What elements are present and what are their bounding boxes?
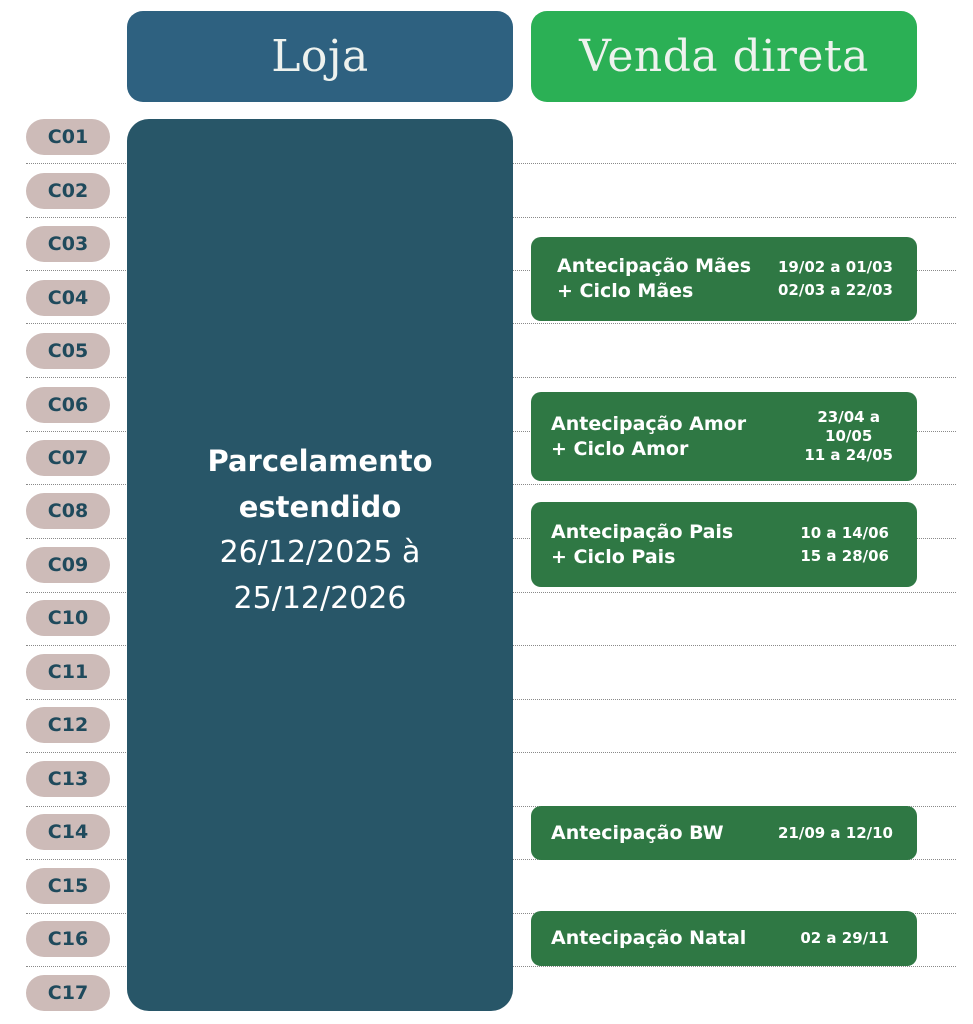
cycle-label-c02: C02 [26, 173, 110, 209]
cycle-label-c04: C04 [26, 280, 110, 316]
campaign-amor [531, 392, 917, 481]
campaign-natal [531, 911, 917, 966]
campaign-bw [531, 806, 917, 860]
campaign-name: + Ciclo Mães [557, 280, 694, 302]
campaign-date: 11 a 24/05 [804, 446, 893, 464]
campaign-name: + Ciclo Amor [551, 437, 689, 460]
campaign-date: 10/05 [825, 427, 873, 445]
loja-block-date-end: 25/12/2026 [233, 581, 407, 616]
campaign-name: Antecipação Amor [551, 412, 747, 435]
campaign-date: 10 a 14/06 [800, 523, 889, 542]
loja-installment-block [127, 119, 513, 1011]
cycle-label-c14: C14 [26, 814, 110, 850]
cycle-label-c13: C13 [26, 761, 110, 797]
cycle-label-c01: C01 [26, 119, 110, 155]
cycle-label-c03: C03 [26, 226, 110, 262]
cycle-label-c12: C12 [26, 707, 110, 743]
campaign-name: Antecipação Natal [551, 927, 747, 949]
campaign-name: Antecipação Mães [557, 255, 752, 277]
campaign-name: Antecipação BW [551, 821, 724, 844]
campaign-date: 15 a 28/06 [800, 546, 889, 565]
campaign-maes [531, 237, 917, 321]
cycle-label-c11: C11 [26, 654, 110, 690]
campaign-date: 21/09 a 12/10 [777, 823, 893, 842]
campaign-date: 02/03 a 22/03 [777, 281, 893, 299]
campaign-pais [531, 502, 917, 587]
cycle-label-c09: C09 [26, 547, 110, 583]
cycle-label-c05: C05 [26, 333, 110, 369]
cycle-label-c10: C10 [26, 600, 110, 636]
cycle-label-c15: C15 [26, 868, 110, 904]
venda-direta-header [531, 11, 917, 102]
loja-block-title-line2: estendido [238, 490, 402, 524]
cycle-label-c08: C08 [26, 493, 110, 529]
loja-block-title-line1: Parcelamento [207, 444, 433, 478]
cycle-label-c06: C06 [26, 387, 110, 423]
campaign-date: 02 a 29/11 [800, 929, 889, 947]
campaign-name: Antecipação Pais [551, 520, 734, 543]
venda-direta-header-label: Venda direta [579, 31, 869, 82]
campaign-name: + Ciclo Pais [551, 545, 676, 568]
loja-header-label: Loja [271, 31, 369, 82]
campaign-date: 19/02 a 01/03 [777, 258, 893, 276]
cycle-label-c16: C16 [26, 921, 110, 957]
cycle-label-c17: C17 [26, 975, 110, 1011]
loja-header [127, 11, 513, 102]
loja-block-date-start: 26/12/2025 à [219, 535, 421, 570]
cycle-label-c07: C07 [26, 440, 110, 476]
campaign-date: 23/04 a [817, 408, 880, 426]
